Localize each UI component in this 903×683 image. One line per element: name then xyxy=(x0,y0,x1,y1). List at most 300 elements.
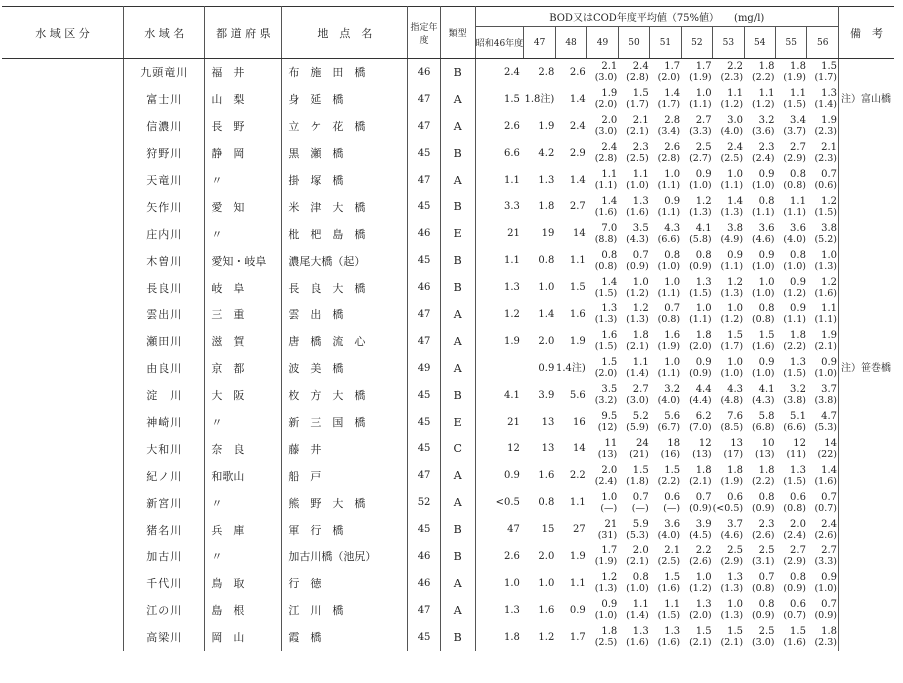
percentile-value: (5.8) xyxy=(689,233,712,245)
type-class: A xyxy=(440,113,475,140)
percentile-value: (0.8) xyxy=(751,583,775,595)
value-46: 1.3 xyxy=(503,282,520,294)
value-pair xyxy=(744,86,775,113)
value-pair xyxy=(713,489,744,516)
mean-value: 3.8 xyxy=(821,222,837,234)
percentile-value: (1.1) xyxy=(594,180,618,191)
region-cell xyxy=(2,570,124,597)
header-year-0: 昭和46年度 xyxy=(475,27,524,59)
water-name: 瀬田川 xyxy=(124,328,205,355)
prefecture: 山 梨 xyxy=(205,86,282,113)
percentile-value: (1.9) xyxy=(720,475,744,487)
percentile-value: (1.3) xyxy=(720,206,744,218)
value-pair xyxy=(650,113,681,140)
value-pair xyxy=(681,462,712,489)
mean-value: 2.2 xyxy=(695,545,712,557)
value-pair xyxy=(807,59,839,86)
percentile-value: (12) xyxy=(597,422,618,434)
table-row xyxy=(2,167,894,194)
value-pair xyxy=(681,489,712,516)
value-pair xyxy=(681,301,712,328)
mean-value: 5.9 xyxy=(632,518,649,530)
mean-value: 4.7 xyxy=(821,411,837,423)
value-pair xyxy=(713,409,744,436)
mean-value: 3.2 xyxy=(758,115,775,127)
percentile-value: (2.5) xyxy=(594,637,618,649)
percentile-value: (5.3) xyxy=(626,529,649,541)
mean-value: 1.0 xyxy=(821,249,837,261)
percentile-value: (1.2) xyxy=(751,99,775,111)
table-row xyxy=(2,516,894,543)
type-class: B xyxy=(440,193,475,220)
percentile-value: (1.1) xyxy=(720,260,744,272)
percentile-value: (1.6) xyxy=(783,637,806,649)
value-pair xyxy=(681,193,712,220)
value-pair xyxy=(587,624,618,651)
value-pair xyxy=(650,516,681,543)
value-47: 1.6 xyxy=(538,604,555,616)
mean-value: 7.6 xyxy=(727,411,744,423)
mean-value: 2.5 xyxy=(758,626,775,638)
designated-year: 45 xyxy=(408,624,441,651)
mean-value: 21 xyxy=(604,518,618,530)
percentile-value: (0.8) xyxy=(783,180,806,191)
percentile-value: (4.0) xyxy=(657,529,681,541)
percentile-value: (4.0) xyxy=(720,126,744,138)
mean-value: 1.0 xyxy=(664,357,681,369)
percentile-value: (1.5) xyxy=(814,206,837,218)
percentile-value: (0.9) xyxy=(814,610,837,622)
type-class: C xyxy=(440,435,475,462)
point-name: 軍 行 橋 xyxy=(282,516,408,543)
percentile-value: (2.9) xyxy=(783,153,806,165)
value-pair xyxy=(744,301,775,328)
mean-value: 0.8 xyxy=(758,195,775,207)
percentile-value: (2.8) xyxy=(657,153,681,165)
mean-value: 3.2 xyxy=(664,384,681,396)
mean-value: 0.9 xyxy=(758,249,775,261)
value-46: <0.5 xyxy=(495,497,520,509)
percentile-value: (1.6) xyxy=(751,341,775,353)
mean-value: 1.5 xyxy=(727,626,744,638)
percentile-value: (2.1) xyxy=(720,637,744,649)
mean-value: 4.3 xyxy=(664,222,681,234)
mean-value: 1.7 xyxy=(664,61,681,73)
value-48: 0.9 xyxy=(569,604,586,616)
value-pair xyxy=(807,167,839,194)
mean-value: 0.7 xyxy=(758,572,775,584)
value-pair xyxy=(776,274,807,301)
value-pair xyxy=(681,167,712,194)
percentile-value: (1.3) xyxy=(720,610,744,622)
mean-value: 1.7 xyxy=(601,545,618,557)
header-year-7: 53 xyxy=(713,27,744,59)
percentile-value: (3.4) xyxy=(657,126,681,138)
water-name: 木曽川 xyxy=(124,247,205,274)
percentile-value: (4.8) xyxy=(720,395,744,407)
mean-value: 3.7 xyxy=(727,518,744,530)
value-pair xyxy=(807,113,839,140)
value-pair xyxy=(618,301,649,328)
region-cell xyxy=(2,462,124,489)
table-row xyxy=(2,140,894,167)
value-pair xyxy=(744,247,775,274)
prefecture: 岡 山 xyxy=(205,624,282,651)
header-region: 水 域 区 分 xyxy=(2,7,124,59)
prefecture: 鳥 取 xyxy=(205,570,282,597)
value-pair xyxy=(744,113,775,140)
value-pair xyxy=(618,382,649,409)
value-pair xyxy=(713,274,744,301)
mean-value: 1.3 xyxy=(632,195,649,207)
header-point-name: 地 点 名 xyxy=(282,7,408,59)
value-pair xyxy=(713,597,744,624)
value-pair xyxy=(681,570,712,597)
header-year-2: 48 xyxy=(555,27,586,59)
value-pair xyxy=(681,409,712,436)
mean-value: 1.2 xyxy=(695,195,712,207)
value-pair xyxy=(618,516,649,543)
point-name: 米 津 大 橋 xyxy=(282,193,408,220)
note-cell xyxy=(838,328,894,355)
percentile-value: (1.8) xyxy=(626,475,649,487)
point-name: 枚 方 大 橋 xyxy=(282,382,408,409)
percentile-value: (1.5) xyxy=(783,99,806,111)
value-pair xyxy=(681,328,712,355)
percentile-value: (2.0) xyxy=(689,341,712,353)
mean-value: 2.3 xyxy=(758,142,775,154)
value-pair xyxy=(807,382,839,409)
percentile-value: (2.6) xyxy=(751,529,775,541)
prefecture: 奈 良 xyxy=(205,435,282,462)
note-cell: 注）笹巻橋 xyxy=(840,362,891,374)
value-pair xyxy=(618,624,649,651)
value-pair xyxy=(807,355,839,382)
mean-value: 1.5 xyxy=(758,330,775,342)
type-class: E xyxy=(440,409,475,436)
mean-value: 0.8 xyxy=(790,169,806,180)
percentile-value: (1.9) xyxy=(783,72,806,84)
mean-value: 2.4 xyxy=(727,142,744,154)
mean-value: 1.5 xyxy=(821,61,837,73)
value-pair xyxy=(807,570,839,597)
note-cell xyxy=(838,193,894,220)
percentile-value: (1.1) xyxy=(689,314,712,326)
value-pair xyxy=(587,59,618,86)
table-row xyxy=(2,382,894,409)
value-pair xyxy=(807,301,839,328)
value-pair xyxy=(587,167,618,194)
value-48: 2.6 xyxy=(569,66,586,78)
value-pair xyxy=(713,301,744,328)
mean-value: 1.1 xyxy=(727,88,744,100)
value-pair xyxy=(807,597,839,624)
designated-year: 45 xyxy=(408,516,441,543)
value-46: 6.6 xyxy=(503,147,520,159)
table-row xyxy=(2,543,894,570)
mean-value: 1.6 xyxy=(601,330,618,342)
value-pair xyxy=(713,516,744,543)
value-46: 12 xyxy=(507,443,520,455)
type-class: A xyxy=(440,355,475,382)
water-name: 紀ノ川 xyxy=(124,462,205,489)
header-note: 備 考 xyxy=(838,7,894,59)
percentile-value: (0.7) xyxy=(814,502,837,514)
water-name: 庄内川 xyxy=(124,220,205,247)
value-pair xyxy=(807,274,839,301)
water-name: 神崎川 xyxy=(124,409,205,436)
note-cell xyxy=(838,140,894,167)
percentile-value: (4.3) xyxy=(626,233,649,245)
value-48: 1.9 xyxy=(569,335,586,347)
percentile-value: (2.3) xyxy=(814,637,837,649)
value-48: 2.7 xyxy=(569,201,586,213)
mean-value: 1.1 xyxy=(632,357,649,369)
value-pair xyxy=(618,543,649,570)
mean-value: 1.9 xyxy=(821,330,837,342)
value-pair xyxy=(650,59,681,86)
value-pair xyxy=(807,624,839,651)
header-year-8: 54 xyxy=(744,27,775,59)
mean-value: 1.1 xyxy=(790,88,806,100)
percentile-value: (2.4) xyxy=(783,529,806,541)
value-pair xyxy=(776,247,807,274)
value-46: 2.4 xyxy=(503,66,520,78)
mean-value: 1.1 xyxy=(821,303,837,315)
header-year-9: 55 xyxy=(776,27,807,59)
value-47: 1.0 xyxy=(538,282,555,294)
mean-value: 2.3 xyxy=(758,518,775,530)
mean-value: 1.0 xyxy=(758,276,775,288)
mean-value: 2.4 xyxy=(632,61,649,73)
mean-value: 1.3 xyxy=(790,464,806,476)
value-47: 15 xyxy=(541,524,555,536)
type-class: E xyxy=(440,220,475,247)
mean-value: 4.3 xyxy=(727,384,744,396)
note-cell xyxy=(838,113,894,140)
value-pair xyxy=(650,220,681,247)
mean-value: 0.7 xyxy=(632,249,649,261)
region-cell xyxy=(2,435,124,462)
value-pair xyxy=(776,597,807,624)
table-row xyxy=(2,247,894,274)
designated-year: 47 xyxy=(408,301,441,328)
mean-value: 4.1 xyxy=(695,222,712,234)
designated-year: 46 xyxy=(408,543,441,570)
mean-value: 5.1 xyxy=(790,411,806,423)
table-row xyxy=(2,328,894,355)
percentile-value: (3.7) xyxy=(783,126,806,138)
note-cell xyxy=(838,274,894,301)
value-pair xyxy=(744,543,775,570)
point-name: 布 施 田 橋 xyxy=(282,59,408,86)
percentile-value: (—) xyxy=(631,502,649,514)
percentile-value: (1.0) xyxy=(814,583,837,595)
value-47: 4.2 xyxy=(538,147,555,159)
value-pair xyxy=(618,140,649,167)
percentile-value: (2.2) xyxy=(783,341,806,353)
value-pair xyxy=(776,113,807,140)
mean-value: 1.8 xyxy=(601,626,618,638)
percentile-value: (2.0) xyxy=(594,368,618,380)
value-48: 1.5 xyxy=(569,282,586,294)
percentile-value: (1.6) xyxy=(626,637,649,649)
percentile-value: (3.0) xyxy=(751,637,775,649)
mean-value: 0.8 xyxy=(758,303,775,315)
percentile-value: (1.3) xyxy=(594,314,618,326)
percentile-value: (1.3) xyxy=(689,206,712,218)
percentile-value: (1.1) xyxy=(783,314,806,326)
percentile-value: (1.2) xyxy=(689,583,712,595)
percentile-value: (3.6) xyxy=(751,126,775,138)
value-pair xyxy=(618,462,649,489)
water-name: 江の川 xyxy=(124,597,205,624)
water-name: 富士川 xyxy=(124,86,205,113)
type-class: B xyxy=(440,382,475,409)
percentile-value: (2.8) xyxy=(594,153,618,165)
value-pair xyxy=(681,274,712,301)
percentile-value: (1.7) xyxy=(814,72,837,84)
value-pair xyxy=(807,247,839,274)
mean-value: 2.5 xyxy=(758,545,775,557)
value-48: 1.1 xyxy=(569,577,586,589)
value-pair xyxy=(650,462,681,489)
value-pair xyxy=(744,570,775,597)
percentile-value: (3.3) xyxy=(814,556,837,568)
percentile-value: (2.1) xyxy=(689,475,712,487)
mean-value: 1.0 xyxy=(695,303,712,315)
percentile-value: (4.3) xyxy=(751,395,775,407)
point-name: 枇 杷 島 橋 xyxy=(282,220,408,247)
value-48: 14 xyxy=(573,228,586,240)
region-cell xyxy=(2,489,124,516)
mean-value: 1.0 xyxy=(695,88,712,100)
water-quality-table xyxy=(2,6,894,651)
region-cell xyxy=(2,193,124,220)
value-47: 2.8 xyxy=(538,66,555,78)
value-48: 1.1 xyxy=(569,255,586,267)
value-46: 1.5 xyxy=(503,93,520,105)
value-pair xyxy=(713,113,744,140)
mean-value: 1.2 xyxy=(821,195,837,207)
percentile-value: (17) xyxy=(723,448,744,460)
prefecture: 〃 xyxy=(205,409,282,436)
value-pair xyxy=(650,247,681,274)
region-cell xyxy=(2,382,124,409)
value-46: 0.9 xyxy=(503,470,520,482)
mean-value: 1.1 xyxy=(758,88,775,100)
mean-value: 1.3 xyxy=(664,626,681,638)
prefecture: 〃 xyxy=(205,167,282,194)
mean-value: 5.2 xyxy=(632,411,649,423)
mean-value: 1.3 xyxy=(695,599,712,611)
type-class: A xyxy=(440,570,475,597)
water-name: 千代川 xyxy=(124,570,205,597)
value-46: 3.3 xyxy=(503,201,520,213)
percentile-value: (0.8) xyxy=(657,314,681,326)
header-year-5: 51 xyxy=(650,27,681,59)
value-pair xyxy=(713,462,744,489)
value-pair xyxy=(681,435,712,462)
header-year-1: 47 xyxy=(524,27,555,59)
percentile-value: (3.3) xyxy=(689,126,712,138)
value-47: 13 xyxy=(541,443,555,455)
region-cell xyxy=(2,59,124,86)
percentile-value: (2.9) xyxy=(720,556,744,568)
percentile-value: (2.8) xyxy=(626,72,649,84)
value-pair xyxy=(744,274,775,301)
mean-value: 2.3 xyxy=(632,142,649,154)
percentile-value: (3.8) xyxy=(814,395,837,407)
mean-value: 1.8 xyxy=(632,330,649,342)
header-bod-cod: BOD又はCOD年度平均値（75%値） (mg/l) xyxy=(475,7,838,27)
mean-value: 1.8 xyxy=(758,61,775,73)
value-pair xyxy=(650,193,681,220)
percentile-value: (8.8) xyxy=(594,233,618,245)
percentile-value: (0.9) xyxy=(689,260,712,272)
mean-value: 1.3 xyxy=(821,88,837,100)
percentile-value: (5.2) xyxy=(814,233,837,245)
table-row xyxy=(2,193,894,220)
water-name: 九頭竜川 xyxy=(124,59,205,86)
mean-value: 2.7 xyxy=(821,545,837,557)
mean-value: 1.8 xyxy=(821,626,837,638)
percentile-value: (0.9) xyxy=(689,368,712,380)
mean-value: 0.7 xyxy=(821,491,837,503)
value-pair xyxy=(618,247,649,274)
note-cell xyxy=(838,597,894,624)
mean-value: 1.4 xyxy=(601,195,618,207)
mean-value: 1.1 xyxy=(790,195,806,207)
value-pair xyxy=(618,167,649,194)
value-46: 1.9 xyxy=(503,335,520,347)
mean-value: 2.1 xyxy=(632,115,649,127)
value-48: 1.9 xyxy=(569,550,586,562)
percentile-value: (3.8) xyxy=(783,395,806,407)
mean-value: 1.8 xyxy=(790,330,806,342)
mean-value: 0.8 xyxy=(758,599,775,611)
value-pair xyxy=(776,624,807,651)
value-48: 14 xyxy=(573,443,586,455)
mean-value: 0.6 xyxy=(664,491,681,503)
value-pair xyxy=(776,462,807,489)
value-48: 5.6 xyxy=(569,389,586,401)
value-pair xyxy=(713,193,744,220)
percentile-value: (0.8) xyxy=(783,502,806,514)
type-class: B xyxy=(440,516,475,543)
mean-value: 2.7 xyxy=(632,384,649,396)
note-cell xyxy=(838,516,894,543)
region-cell xyxy=(2,140,124,167)
point-name: 江 川 橋 xyxy=(282,597,408,624)
percentile-value: (1.2) xyxy=(783,287,806,299)
value-pair xyxy=(776,543,807,570)
percentile-value: (2.4) xyxy=(751,153,775,165)
value-pair xyxy=(650,355,681,382)
mean-value: 13 xyxy=(730,437,744,449)
mean-value: 0.8 xyxy=(601,249,618,261)
header-designated-year: 指定年度 xyxy=(408,7,441,59)
value-pair xyxy=(587,355,618,382)
designated-year: 47 xyxy=(408,462,441,489)
percentile-value: (1.4) xyxy=(626,610,649,622)
percentile-value: (1.5) xyxy=(783,368,806,380)
value-pair xyxy=(807,409,839,436)
percentile-value: (1.1) xyxy=(689,99,712,111)
value-pair xyxy=(618,489,649,516)
header-year-10: 56 xyxy=(807,27,839,59)
note-cell xyxy=(838,570,894,597)
